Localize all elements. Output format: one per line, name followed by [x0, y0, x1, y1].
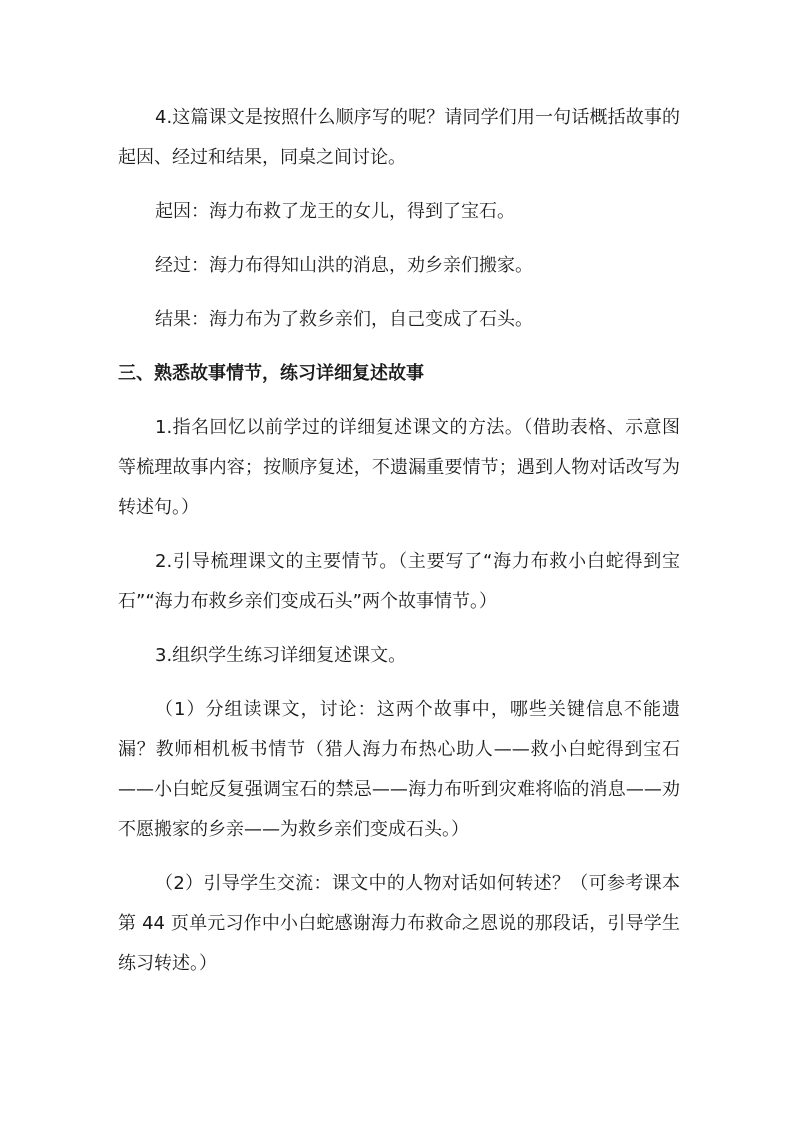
paragraph-step-2: 2.引导梳理课文的主要情节。（主要写了“海力布救小白蛇得到宝石”“海力布救乡亲们变成石头”两个故事情节。）	[118, 551, 680, 612]
paragraph-result: 结果：海力布为了救乡亲们，自己变成了石头。	[155, 309, 533, 330]
paragraph-step-1: 1.指名回忆以前学过的详细复述课文的方法。（借助表格、示意图等梳理故事内容；按顺序复述，不遗漏重要情节；遇到人物对话改写为转述句。）	[118, 417, 680, 518]
paragraph-question-4: 4.这篇课文是按照什么顺序写的呢？请同学们用一句话概括故事的起因、经过和结果，同桌之间讨论。	[118, 107, 680, 168]
paragraph-process: 经过：海力布得知山洪的消息，劝乡亲们搬家。	[155, 255, 533, 276]
paragraph-cause: 起因：海力布救了龙王的女儿，得到了宝石。	[155, 201, 515, 222]
section-heading: 三、熟悉故事情节，练习详细复述故事	[118, 363, 424, 384]
paragraph-step-3: 3.组织学生练习详细复述课文。	[155, 645, 407, 666]
document-body	[118, 98, 680, 984]
paragraph-substep-1: （1）分组读课文，讨论：这两个故事中，哪些关键信息不能遗漏？教师相机板书情节（猎人海力布热心助人——救小白蛇得到宝石——小白蛇反复强调宝石的禁忌——海力布听到灾难将临的消息——劝不愿搬家的乡亲——为救乡亲们变成石头。）	[118, 699, 680, 840]
paragraph-substep-2: （2）引导学生交流：课文中的人物对话如何转述？（可参考课本第 44 页单元习作中小白蛇感谢海力布救命之恩说的那段话，引导学生练习转述。）	[118, 873, 680, 974]
